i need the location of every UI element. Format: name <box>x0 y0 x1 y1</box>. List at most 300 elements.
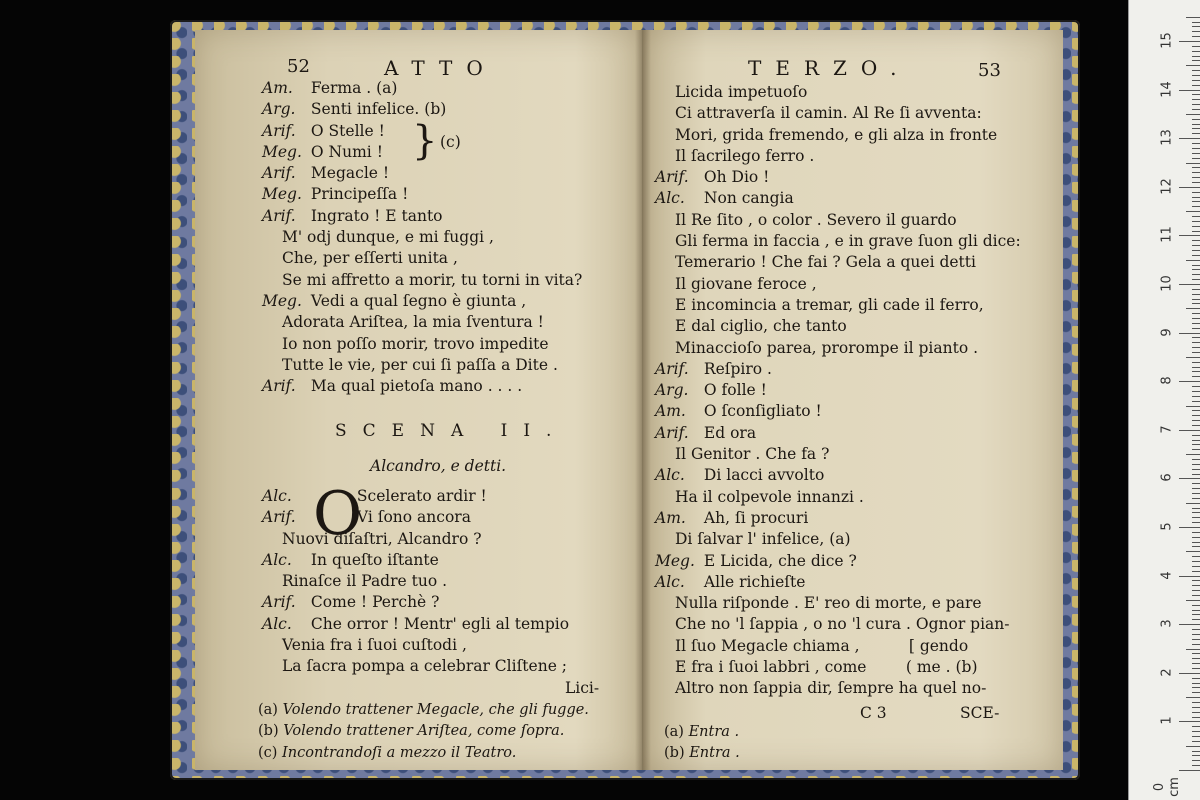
ruler-tick <box>1192 362 1200 363</box>
scene-dialogue <box>262 479 637 678</box>
ruler-tick <box>1192 580 1200 581</box>
ruler-tick <box>1179 478 1200 479</box>
speaker-label: Alc. <box>655 189 685 208</box>
ruler-tick <box>1192 31 1200 32</box>
ruler-tick <box>1186 17 1200 18</box>
ruler-tick <box>1192 663 1200 664</box>
ruler-tick <box>1192 56 1200 57</box>
ruler-tick <box>1192 440 1200 441</box>
ruler-tick <box>1179 138 1200 139</box>
ruler-tick <box>1192 410 1200 411</box>
line-text: In queſto iſtante <box>306 550 439 569</box>
ruler-tick <box>1192 712 1200 713</box>
ruler-tick <box>1192 512 1200 513</box>
footnote-text: Incontrandoſi a mezzo il Teatro. <box>282 744 517 761</box>
right-catchword: SCE- <box>960 704 1000 722</box>
ruler-tick <box>1192 546 1200 547</box>
right-page-number: 53 <box>978 60 1001 81</box>
ruler-tick <box>1192 342 1200 343</box>
dialogue-line <box>655 316 1035 337</box>
ruler-number: 14 <box>1159 80 1175 98</box>
dialogue-line <box>262 550 637 571</box>
speaker-label: Arg. <box>262 100 296 119</box>
speaker-label: Arif. <box>262 206 296 225</box>
line-text: Il Re ſito , o color . Severo il guardo <box>675 210 957 229</box>
footnote-text: Entra . <box>689 745 740 762</box>
footnote <box>664 722 740 743</box>
line-text: Ferma . (a) <box>306 79 398 97</box>
dialogue-line <box>655 82 1035 103</box>
footnote <box>258 721 589 742</box>
dialogue-line <box>262 78 637 99</box>
ruler-tick <box>1192 595 1200 596</box>
ruler-tick <box>1192 702 1200 703</box>
line-text: Come ! Perchè ? <box>306 593 440 612</box>
ruler-tick <box>1192 26 1200 27</box>
dialogue-line <box>655 274 1035 295</box>
ruler-tick <box>1192 517 1200 518</box>
ruler-tick <box>1192 245 1200 246</box>
line-text: Il Genitor . Che fa ? <box>675 445 830 464</box>
line-text: Licida impetuoſo <box>675 83 808 101</box>
ruler-tick <box>1179 90 1200 91</box>
ruler-tick <box>1192 265 1200 266</box>
ruler-tick <box>1179 527 1200 528</box>
ruler-tick <box>1192 133 1200 134</box>
speaker-label: Am. <box>655 402 686 421</box>
ruler-number: 6 <box>1159 473 1175 483</box>
ruler-tick <box>1186 551 1200 552</box>
ruler-number: 7 <box>1159 425 1175 434</box>
ruler-tick <box>1186 114 1200 115</box>
ruler-tick <box>1192 585 1200 586</box>
ruler-tick <box>1192 561 1200 562</box>
ruler-tick <box>1192 683 1200 684</box>
line-text: Il ſacrilego ferro . <box>675 146 815 165</box>
dialogue-line <box>262 571 637 592</box>
ruler-tick <box>1192 318 1200 319</box>
ruler-tick <box>1192 474 1200 475</box>
ruler-tick <box>1192 337 1200 338</box>
dialogue-line <box>655 444 1035 465</box>
line-text: Ha il colpevole innanzi . <box>675 487 864 506</box>
dialogue-line <box>655 401 1035 422</box>
ruler-tick <box>1192 85 1200 86</box>
speaker-label: Meg. <box>262 185 302 204</box>
speaker-label: Alc. <box>655 572 685 591</box>
ruler-tick <box>1192 250 1200 251</box>
dialogue-line <box>262 184 637 205</box>
ruler-tick <box>1192 128 1200 129</box>
ruler-tick <box>1192 629 1200 630</box>
line-text: Reſpiro . <box>699 359 772 378</box>
ruler-tick <box>1179 770 1200 771</box>
dialogue-line <box>262 507 637 528</box>
dialogue-line <box>262 227 637 248</box>
ruler-tick <box>1192 153 1200 154</box>
dialogue-line <box>262 376 637 397</box>
ruler-tick <box>1179 624 1200 625</box>
line-text: La ſacra pompa a celebrar Cliſtene ; <box>282 657 568 676</box>
ruler-tick <box>1192 415 1200 416</box>
left-footnotes <box>258 700 589 764</box>
footnote-mark: (c) <box>258 744 283 761</box>
speaker-label: Arif. <box>262 164 296 183</box>
footnote <box>258 743 589 764</box>
ruler-tick <box>1192 532 1200 533</box>
line-text: Ma qual pietoſa mano . . . . <box>306 377 523 396</box>
line-text: Scelerato ardir ! <box>352 487 487 505</box>
dialogue-line <box>655 529 1035 550</box>
dialogue-line <box>655 636 1035 657</box>
footnote-text: Volendo trattener Megacle, che gli fugge. <box>282 702 589 718</box>
dialogue-line <box>655 614 1035 635</box>
ruler-tick <box>1192 231 1200 232</box>
line-text: Che, per eſſerti unita , <box>282 249 458 268</box>
speaker-label: Arif. <box>262 121 296 140</box>
ruler-tick <box>1192 94 1200 95</box>
ruler-tick <box>1186 260 1200 261</box>
ruler-tick <box>1186 697 1200 698</box>
ruler-tick <box>1186 406 1200 407</box>
speaker-label: Meg. <box>655 551 695 570</box>
line-text: Altro non ſappia dir, ſempre ha quel no- <box>675 679 987 698</box>
ruler-tick <box>1192 206 1200 207</box>
ruler-tick <box>1192 435 1200 436</box>
dialogue-line <box>655 103 1035 124</box>
ruler-tick <box>1192 590 1200 591</box>
ruler-tick <box>1192 22 1200 23</box>
ruler-tick <box>1192 760 1200 761</box>
ruler-tick <box>1192 736 1200 737</box>
ruler-number: 3 <box>1159 619 1175 628</box>
ruler-tick <box>1192 109 1200 110</box>
dialogue-line <box>655 359 1035 380</box>
line-text: Tutte le vie, per cui ſi paſſa a Dite . <box>282 355 558 374</box>
line-text: E fra i ſuoi labbri , come ( me . (b) <box>675 658 978 677</box>
ruler-tick <box>1192 610 1200 611</box>
ruler-tick <box>1192 493 1200 494</box>
ruler-number: 10 <box>1159 275 1175 292</box>
dialogue-line <box>655 423 1035 444</box>
line-text: Ed ora <box>699 423 757 442</box>
speaker-label: Meg. <box>262 142 302 161</box>
line-text: Principeſſa ! <box>306 185 409 204</box>
ruler-tick <box>1192 571 1200 572</box>
line-text: Di ſalvar l' infelice, (a) <box>675 530 851 549</box>
line-text: M' odj dunque, e mi fuggi , <box>282 228 494 247</box>
ruler-tick <box>1192 158 1200 159</box>
ruler-tick <box>1186 163 1200 164</box>
dialogue-line <box>655 188 1035 209</box>
line-text: Ingrato ! E tanto <box>306 206 443 225</box>
footnote-mark: (a) <box>258 702 283 718</box>
ruler-tick <box>1192 177 1200 178</box>
ruler-tick <box>1179 673 1200 674</box>
ruler-tick <box>1192 216 1200 217</box>
ruler-tick <box>1192 367 1200 368</box>
dialogue-line <box>655 657 1035 678</box>
ruler-tick <box>1192 60 1200 61</box>
dialogue-line <box>655 210 1035 231</box>
right-footnotes <box>664 722 740 765</box>
dialogue-line <box>262 486 637 507</box>
ruler-tick <box>1192 182 1200 183</box>
line-text: E dal ciglio, che tanto <box>675 317 847 336</box>
dialogue-line <box>262 312 637 333</box>
ruler-number: 15 <box>1159 32 1175 49</box>
ruler-number: 5 <box>1159 522 1175 531</box>
ruler-tick <box>1179 235 1200 236</box>
ruler-tick <box>1192 279 1200 280</box>
line-text: Adorata Ariſtea, la mia ſventura ! <box>282 313 544 332</box>
line-text: Vedi a qual ſegno è giunta , <box>306 291 527 310</box>
speaker-label: Arif. <box>655 423 689 442</box>
dialogue-line <box>262 270 637 291</box>
speaker-label: Arif. <box>655 359 689 378</box>
ruler-tick <box>1192 444 1200 445</box>
ruler-tick <box>1192 726 1200 727</box>
line-text: Vi ſono ancora <box>352 508 471 527</box>
ruler-tick <box>1192 124 1200 125</box>
ruler-number: 13 <box>1159 129 1175 146</box>
ruler-tick <box>1192 508 1200 509</box>
dialogue-line <box>262 206 637 227</box>
ruler-tick <box>1192 687 1200 688</box>
dialogue-line <box>262 635 637 656</box>
dialogue-line <box>655 678 1035 699</box>
ruler-tick <box>1192 731 1200 732</box>
speaker-label: Meg. <box>262 291 302 310</box>
ruler-tick <box>1192 639 1200 640</box>
ruler-tick <box>1192 376 1200 377</box>
dialogue-line <box>655 465 1035 486</box>
dialogue-line <box>655 508 1035 529</box>
dialogue-line <box>655 295 1035 316</box>
ruler-tick <box>1179 187 1200 188</box>
ruler-tick <box>1192 386 1200 387</box>
line-text: Senti infelice. (b) <box>306 100 447 119</box>
ruler-tick <box>1192 240 1200 241</box>
ruler-tick <box>1192 274 1200 275</box>
ruler-number: 11 <box>1159 226 1175 244</box>
ruler-number: 4 <box>1159 570 1175 580</box>
signature-mark: C 3 <box>860 704 887 722</box>
ruler-tick <box>1192 605 1200 606</box>
ruler-tick <box>1192 313 1200 314</box>
dialogue-line <box>655 380 1035 401</box>
dialogue-line <box>655 231 1035 252</box>
speaker-label: Alc. <box>262 550 292 569</box>
line-text: Che orror ! Mentr' egli al tempio <box>306 614 570 633</box>
ruler-tick <box>1192 148 1200 149</box>
ruler-tick <box>1192 668 1200 669</box>
ruler-tick <box>1179 721 1200 722</box>
ruler-tick <box>1186 649 1200 650</box>
dialogue-line <box>262 163 637 184</box>
line-text: Alle richieſte <box>699 572 806 591</box>
drop-cap: O <box>313 479 363 549</box>
ruler-tick <box>1186 454 1200 455</box>
ruler-tick <box>1192 707 1200 708</box>
ruler-tick <box>1192 294 1200 295</box>
ruler-tick <box>1192 201 1200 202</box>
ruler-number: 1 <box>1159 716 1175 726</box>
ruler-number: 8 <box>1159 376 1175 385</box>
ruler-number: 2 <box>1159 668 1175 677</box>
dialogue-line <box>655 252 1035 273</box>
footnote-text: Entra . <box>688 724 740 740</box>
line-text: Il giovane feroce , <box>675 274 817 293</box>
ruler-tick <box>1179 284 1200 285</box>
dialogue-line <box>655 551 1035 572</box>
ruler-tick <box>1192 658 1200 659</box>
footnote <box>258 700 589 721</box>
ruler-unit-label: 0 cm <box>1152 777 1182 797</box>
ruler-tick <box>1192 221 1200 222</box>
ruler-tick <box>1192 299 1200 300</box>
ruler-tick <box>1192 755 1200 756</box>
ruler-tick <box>1186 503 1200 504</box>
ruler-tick <box>1192 619 1200 620</box>
speaker-label: Arif. <box>262 508 296 527</box>
line-text: Gli ferma in faccia , e in grave ſuon gli dice: <box>675 232 1021 251</box>
ruler-tick <box>1192 765 1200 766</box>
scene-title: SCENA II. <box>335 421 568 441</box>
ruler-tick <box>1179 41 1200 42</box>
line-text: Che no 'l ſappia , o no 'l cura . Ognor pian- <box>675 615 1010 634</box>
ruler-tick <box>1192 70 1200 71</box>
dialogue-line <box>655 572 1035 593</box>
line-text: Minaccioſo parea, prorompe il pianto . <box>675 338 979 357</box>
ruler-tick <box>1192 488 1200 489</box>
speaker-label: Arif. <box>262 593 296 612</box>
book-gutter <box>635 30 651 770</box>
ruler-tick <box>1192 255 1200 256</box>
footnote-mark: (b) <box>664 745 690 762</box>
ruler-tick <box>1192 197 1200 198</box>
dialogue-line <box>262 334 637 355</box>
line-text: O Numi ! <box>306 142 383 161</box>
ruler-tick <box>1192 104 1200 105</box>
line-text: Nuovi diſaſtri, Alcandro ? <box>282 529 482 548</box>
line-text: O folle ! <box>699 381 767 400</box>
line-text: Venia fra i ſuoi cuſtodi , <box>282 636 467 655</box>
ruler-tick <box>1192 644 1200 645</box>
line-text: Temerario ! Che fai ? Gela a quei detti <box>675 253 976 272</box>
ruler-tick <box>1192 167 1200 168</box>
ruler-tick <box>1192 692 1200 693</box>
ruler-tick <box>1192 396 1200 397</box>
left-catchword: Lici- <box>565 679 600 697</box>
ruler-tick <box>1192 192 1200 193</box>
dialogue-line <box>262 614 637 635</box>
ruler-tick <box>1192 542 1200 543</box>
speaker-label: Alc. <box>655 466 685 485</box>
line-text: Mori, grida fremendo, e gli alza in fronte <box>675 125 998 144</box>
ruler-tick <box>1192 303 1200 304</box>
ruler-tick <box>1192 80 1200 81</box>
ruler-tick <box>1192 51 1200 52</box>
ruler-number: 9 <box>1159 327 1175 337</box>
ruler-tick <box>1186 600 1200 601</box>
ruler-tick <box>1186 211 1200 212</box>
footnote-mark: (b) <box>258 723 284 740</box>
left-page-number: 52 <box>287 56 310 77</box>
ruler-tick <box>1179 430 1200 431</box>
dialogue-line <box>655 125 1035 146</box>
ruler-tick <box>1192 75 1200 76</box>
ruler-tick <box>1192 464 1200 465</box>
dialogue-line <box>262 355 637 376</box>
right-running-header: TERZO. <box>748 56 911 80</box>
ruler-tick <box>1192 469 1200 470</box>
line-text: Ah, ſi procuri <box>699 508 809 527</box>
line-text: E incomincia a tremar, gli cade il ferro, <box>675 295 984 314</box>
ruler-tick <box>1192 537 1200 538</box>
ruler-tick <box>1186 65 1200 66</box>
ruler-tick <box>1192 323 1200 324</box>
ruler-number: 12 <box>1159 178 1175 195</box>
ruler-tick <box>1192 347 1200 348</box>
line-text: Se mi affretto a morir, tu torni in vita? <box>282 270 583 289</box>
dialogue-line <box>655 593 1035 614</box>
ruler-tick <box>1192 420 1200 421</box>
ruler-tick <box>1192 425 1200 426</box>
measurement-ruler <box>1128 0 1200 800</box>
dialogue-line <box>655 167 1035 188</box>
speaker-label: Arif. <box>655 168 689 187</box>
brace-note: (c) <box>440 133 461 151</box>
line-text: Rinaſce il Padre tuo . <box>282 572 448 591</box>
dialogue-line <box>262 248 637 269</box>
ruler-tick <box>1192 226 1200 227</box>
footnote-mark: (a) <box>664 724 689 740</box>
ruler-tick <box>1192 391 1200 392</box>
ruler-tick <box>1192 717 1200 718</box>
speaker-label: Alc. <box>262 487 292 505</box>
right-dialogue <box>655 82 1035 700</box>
left-running-header: ATTO <box>384 56 497 80</box>
ruler-tick <box>1192 99 1200 100</box>
ruler-tick <box>1179 381 1200 382</box>
line-text: Non cangia <box>699 189 794 208</box>
ruler-tick <box>1179 333 1200 334</box>
dialogue-line <box>655 338 1035 359</box>
ruler-tick <box>1192 634 1200 635</box>
speaker-label: Am. <box>262 79 293 97</box>
dialogue-line <box>262 656 637 677</box>
ruler-tick <box>1192 401 1200 402</box>
footnote <box>664 743 740 764</box>
ruler-tick <box>1179 576 1200 577</box>
line-text: Oh Dio ! <box>699 168 770 187</box>
ruler-tick <box>1192 522 1200 523</box>
ruler-tick <box>1192 653 1200 654</box>
ruler-tick <box>1192 269 1200 270</box>
footnote-text: Volendo trattener Ariſtea, come ſopra. <box>283 723 565 740</box>
speaker-label: Am. <box>655 508 686 527</box>
speaker-label: Arg. <box>655 381 689 400</box>
line-text: O ſconſigliato ! <box>699 402 822 421</box>
scene-cast: Alcandro, e detti. <box>370 457 507 475</box>
dialogue-line <box>655 146 1035 167</box>
left-dialogue <box>262 78 637 397</box>
ruler-tick <box>1192 36 1200 37</box>
ruler-tick <box>1192 741 1200 742</box>
speaker-label: Alc. <box>262 614 292 633</box>
brace-mark: } <box>412 118 438 164</box>
